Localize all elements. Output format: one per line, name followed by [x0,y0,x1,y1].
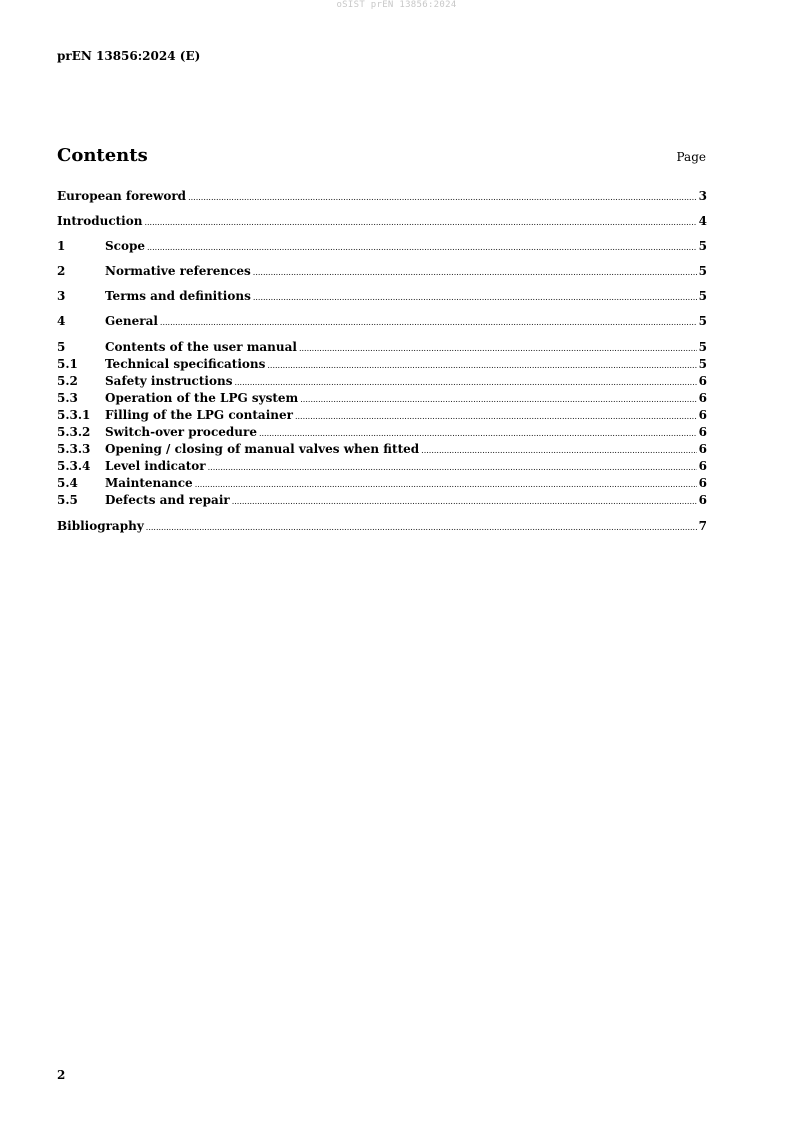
toc-entry-page: 6 [698,442,707,456]
toc-entry-number: 4 [57,314,66,328]
toc-entry-page: 5 [698,289,707,303]
toc-entry-title: Terms and definitions [105,289,251,303]
toc-entry-number: 5.3.4 [57,459,91,473]
toc-entry-number: 5.3.3 [57,442,91,456]
toc-entry-title: General [105,314,158,328]
toc-entry-number: 5.1 [57,357,78,371]
toc-entry-safety-instructions[interactable] [57,373,707,389]
toc-entry-title: Safety instructions [105,374,233,388]
toc-entry-number: 1 [57,239,66,253]
toc-leader-dots [160,315,697,331]
toc-entry-number: 5 [57,340,66,354]
toc-entry-technical-specifications[interactable] [57,356,707,372]
toc-entry-switch-over[interactable] [57,424,707,440]
toc-entry-number: 2 [57,264,66,278]
footer-page-number: 2 [57,1068,66,1082]
toc-entry-title: Scope [105,239,146,253]
toc-leader-dots [147,240,697,256]
toc-entry-maintenance[interactable] [57,475,707,491]
toc-entry-page: 3 [698,189,707,203]
toc-entry-bibliography[interactable] [57,518,707,534]
toc-leader-dots [421,443,696,459]
toc-leader-dots [232,494,697,510]
toc-entry-title: Contents of the user manual [105,340,297,354]
toc-entry-title: Switch-over procedure [105,425,257,439]
toc-leader-dots [267,358,696,374]
toc-entry-page: 6 [698,391,707,405]
toc-leader-dots [253,290,697,306]
toc-entry-title: European foreword [57,189,187,203]
toc-leader-dots [188,190,697,206]
toc-entry-title: Introduction [57,214,143,228]
toc-leader-dots [300,392,696,408]
toc-leader-dots [259,426,697,442]
toc-entry-page: 5 [698,314,707,328]
toc-entry-page: 6 [698,374,707,388]
watermark: oSIST prEN 13856:2024 [336,0,457,10]
toc-leader-dots [195,477,697,493]
toc-entry-foreword[interactable] [57,188,707,204]
toc-leader-dots [295,409,697,425]
toc-entry-scope[interactable] [57,238,707,254]
toc-entry-page: 6 [698,476,707,490]
toc-entry-general[interactable] [57,313,707,329]
page-column-label: Page [676,150,706,164]
toc-entry-number: 3 [57,289,66,303]
toc-entry-level-indicator[interactable] [57,458,707,474]
toc-entry-number: 5.5 [57,493,78,507]
toc-entry-page: 7 [698,519,707,533]
toc-entry-title: Normative references [105,264,251,278]
toc-entry-page: 5 [698,340,707,354]
toc-entry-title: Bibliography [57,519,144,533]
toc-entry-defects-repair[interactable] [57,492,707,508]
toc-entry-number: 5.3.1 [57,408,91,422]
toc-entry-title: Maintenance [105,476,193,490]
toc-entry-page: 5 [698,264,707,278]
toc-entry-page: 5 [698,357,707,371]
toc-entry-title: Opening / closing of manual valves when fitted [105,442,420,456]
toc-entry-page: 4 [698,214,707,228]
toc-entry-terms-definitions[interactable] [57,288,707,304]
toc-entry-number: 5.3 [57,391,78,405]
toc-entry-normative-references[interactable] [57,263,707,279]
toc-entry-filling-container[interactable] [57,407,707,423]
toc-entry-title: Filling of the LPG container [105,408,293,422]
toc-leader-dots [234,375,696,391]
toc-entry-user-manual[interactable] [57,339,707,355]
toc-entry-page: 6 [698,408,707,422]
toc-entry-page: 6 [698,459,707,473]
toc-entry-title: Operation of the LPG system [105,391,299,405]
toc-entry-number: 5.4 [57,476,78,490]
toc-leader-dots [299,341,697,357]
toc-entry-page: 6 [698,493,707,507]
toc-entry-number: 5.2 [57,374,78,388]
toc-leader-dots [253,265,697,281]
toc-leader-dots [144,215,696,231]
toc-leader-dots [146,520,697,536]
toc-entry-manual-valves[interactable] [57,441,707,457]
toc-entry-page: 5 [698,239,707,253]
toc-entry-page: 6 [698,425,707,439]
toc-leader-dots [208,460,697,476]
toc-entry-title: Defects and repair [105,493,230,507]
contents-title: Contents [57,145,148,166]
toc-entry-title: Level indicator [105,459,206,473]
toc-entry-number: 5.3.2 [57,425,91,439]
document-id: prEN 13856:2024 (E) [57,49,201,63]
toc-entry-title: Technical specifications [105,357,266,371]
toc-entry-introduction[interactable] [57,213,707,229]
toc-entry-operation-lpg[interactable] [57,390,707,406]
